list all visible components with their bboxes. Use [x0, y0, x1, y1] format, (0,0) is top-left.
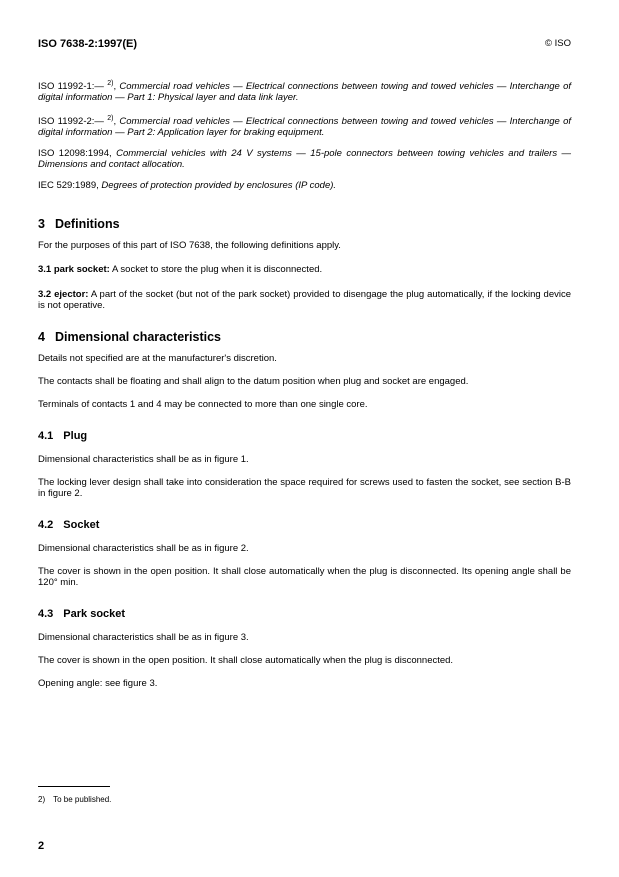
definition-number: 3.1	[38, 264, 52, 275]
document-id: ISO 7638-2:1997(E)	[38, 38, 138, 50]
page-content	[38, 78, 571, 689]
reference-id: ISO 11992-1:—	[38, 81, 104, 92]
section-number: 3	[38, 217, 45, 231]
reference-id: IEC 529:1989	[38, 180, 97, 191]
footnote-text: To be published.	[53, 795, 112, 804]
subsection-number: 4.3	[38, 608, 54, 620]
footnote-divider	[38, 786, 110, 787]
section-number: 4	[38, 330, 45, 344]
reference-item	[38, 148, 571, 170]
section-4-heading	[38, 330, 571, 344]
reference-item	[38, 180, 571, 191]
subsection-paragraph: Dimensional characteristics shall be as in figure 3.	[38, 632, 249, 643]
section-4-paragraph: Details not specified are at the manufacturer's discretion.	[38, 353, 277, 364]
subsection-paragraph: Opening angle: see figure 3.	[38, 678, 158, 689]
reference-title: Degrees of protection provided by enclosures (IP code).	[101, 180, 337, 191]
definition-term: park socket:	[53, 264, 110, 275]
section-3-intro: For the purposes of this part of ISO 7638, the following definitions apply.	[38, 240, 341, 251]
page-number: 2	[38, 840, 45, 852]
section-title: Dimensional characteristics	[54, 330, 221, 344]
definition-text: A part of the socket (but not of the park socket) provided to disengage the plug automatically, if the locking device is not operative.	[38, 289, 572, 311]
section-title: Definitions	[54, 217, 120, 231]
subsection-title: Socket	[63, 519, 100, 531]
subsection-4-2-heading	[38, 519, 571, 532]
reference-id: ISO 12098:1994	[38, 148, 109, 159]
reference-title: Commercial road vehicles — Electrical connections between towing and towed vehicles — Interchange of digital information — Part 1: Physical layer and data link layer.	[38, 81, 572, 103]
subsection-title: Park socket	[63, 608, 126, 620]
copyright-notice: © ISO	[544, 38, 571, 49]
subsection-number: 4.2	[38, 519, 54, 531]
definition-3-1	[38, 264, 571, 275]
section-4-paragraph: The contacts shall be floating and shall align to the datum position when plug and socket are engaged.	[38, 376, 469, 387]
subsection-4-3-heading	[38, 608, 571, 621]
separator: ,	[113, 116, 117, 127]
definition-3-2	[38, 289, 571, 311]
definition-text: A socket to store the plug when it is disconnected.	[111, 264, 323, 275]
subsection-paragraph: Dimensional characteristics shall be as in figure 1.	[38, 454, 249, 465]
normative-references	[38, 78, 571, 191]
separator: ,	[96, 180, 99, 191]
section-3-heading	[38, 217, 571, 231]
separator: ,	[113, 81, 117, 92]
subsection-paragraph: The locking lever design shall take into consideration the space required for screws used to fasten the socket, see section B-B in figure 2.	[38, 477, 571, 499]
footnote	[38, 795, 111, 804]
section-4-paragraph: Terminals of contacts 1 and 4 may be connected to more than one single core.	[38, 399, 368, 410]
reference-item	[38, 113, 571, 138]
reference-title: Commercial vehicles with 24 V systems — 15-pole connectors between towing vehicles and trailers — Dimensions and contact allocation.	[38, 148, 572, 170]
reference-id: ISO 11992-2:—	[38, 116, 104, 127]
subsection-4-1-heading	[38, 430, 571, 443]
subsection-paragraph: The cover is shown in the open position. It shall close automatically when the plug is disconnected.	[38, 655, 454, 666]
subsection-paragraph: Dimensional characteristics shall be as in figure 2.	[38, 543, 249, 554]
definition-term: ejector:	[54, 289, 89, 300]
reference-item	[38, 78, 571, 103]
footnote-number: 2)	[38, 795, 46, 804]
footnote-marker: 2)	[107, 80, 114, 87]
footnote-marker: 2)	[107, 115, 114, 122]
definition-number: 3.2	[38, 289, 52, 300]
subsection-paragraph: The cover is shown in the open position. It shall close automatically when the plug is disconnected. Its opening angle shall be 120° min.	[38, 566, 571, 588]
reference-title: Commercial road vehicles — Electrical connections between towing and towed vehicles — Interchange of digital information — Part 2: Application layer for braking equipment.	[38, 116, 572, 138]
subsection-title: Plug	[63, 430, 88, 442]
subsection-number: 4.1	[38, 430, 54, 442]
separator: ,	[109, 148, 112, 159]
